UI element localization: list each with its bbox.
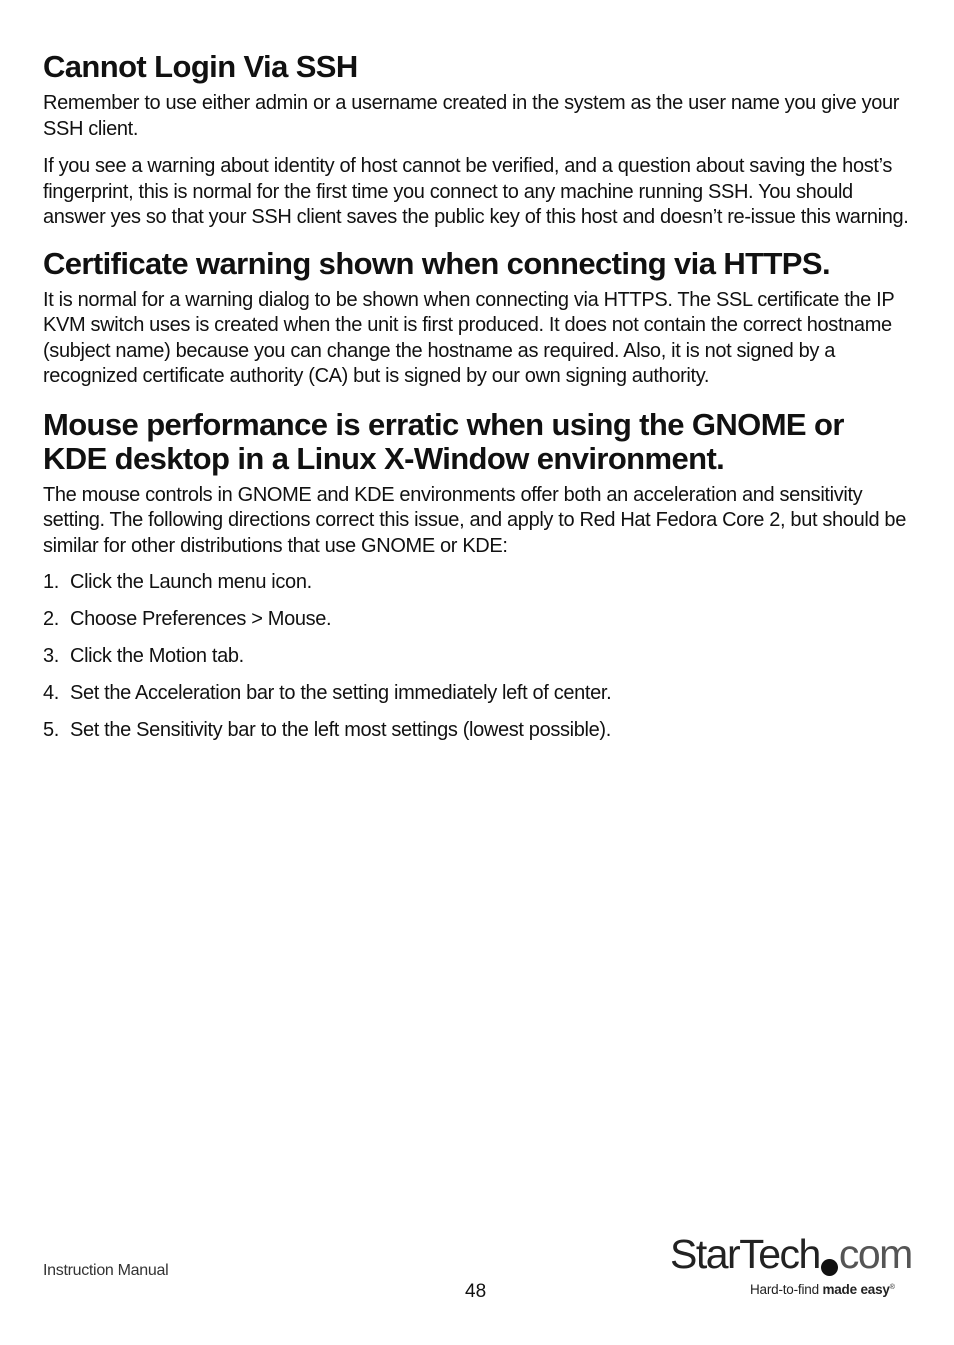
section-heading-certificate: Certificate warning shown when connecting via HTTPS. xyxy=(43,245,830,281)
logo-brand-name: StarTech xyxy=(670,1231,820,1277)
logo-tagline xyxy=(750,1282,895,1297)
step-text: Set the Acceleration bar to the setting immediately left of center. xyxy=(70,682,612,704)
list-item xyxy=(43,607,913,633)
logo-dot-icon xyxy=(821,1259,838,1276)
step-number: 4. xyxy=(43,682,59,704)
section-heading-ssh: Cannot Login Via SSH xyxy=(43,49,358,84)
ssh-paragraph-1: Remember to use either admin or a username created in the system as the user name you give your SSH client. xyxy=(43,92,900,140)
tagline-plain: Hard-to-find xyxy=(750,1282,823,1297)
list-item xyxy=(43,681,913,707)
step-text: Choose Preferences > Mouse. xyxy=(70,608,332,630)
step-number: 2. xyxy=(43,608,59,630)
startech-logo xyxy=(670,1230,910,1305)
step-number: 3. xyxy=(43,645,59,667)
list-item xyxy=(43,570,913,596)
mouse-paragraph: The mouse controls in GNOME and KDE environments offer both an acceleration and sensitivity setting. The following directions correct this issue, and apply to Red Hat Fedora Core 2, but should be similar for other distributions that use GNOME or KDE: xyxy=(43,483,906,557)
step-text: Click the Launch menu icon. xyxy=(70,571,312,593)
logo-wordmark xyxy=(670,1230,912,1278)
page-content xyxy=(43,50,913,755)
mouse-steps-list xyxy=(43,570,913,744)
logo-domain: com xyxy=(838,1231,912,1277)
page-number: 48 xyxy=(465,1281,487,1302)
section-heading-mouse: Mouse performance is erratic when using the GNOME or KDE desktop in a Linux X-Window environment. xyxy=(43,406,844,476)
footer-manual-label: Instruction Manual xyxy=(43,1262,169,1279)
step-number: 1. xyxy=(43,571,59,593)
ssh-paragraph-2: If you see a warning about identity of host cannot be verified, and a question about saving the host’s fingerprint, this is normal for the first time you connect to any machine running SSH. You should answer yes so that your SSH client saves the public key of this host and doesn’t re-issue this warning. xyxy=(43,155,909,228)
step-text: Set the Sensitivity bar to the left most settings (lowest possible). xyxy=(70,719,611,741)
step-number: 5. xyxy=(43,719,59,741)
list-item xyxy=(43,644,913,670)
certificate-paragraph: It is normal for a warning dialog to be shown when connecting via HTTPS. The SSL certificate the IP KVM switch uses is created when the unit is first produced. It does not contain the correct hostname (subject name) because you can change the hostname as required. Also, it is not signed by a recognized certificate authority (CA) but is signed by our own signing authority. xyxy=(43,288,894,387)
step-text: Click the Motion tab. xyxy=(70,645,244,667)
list-item xyxy=(43,718,913,744)
registered-mark: ® xyxy=(889,1284,895,1291)
tagline-bold: made easy xyxy=(822,1282,890,1297)
